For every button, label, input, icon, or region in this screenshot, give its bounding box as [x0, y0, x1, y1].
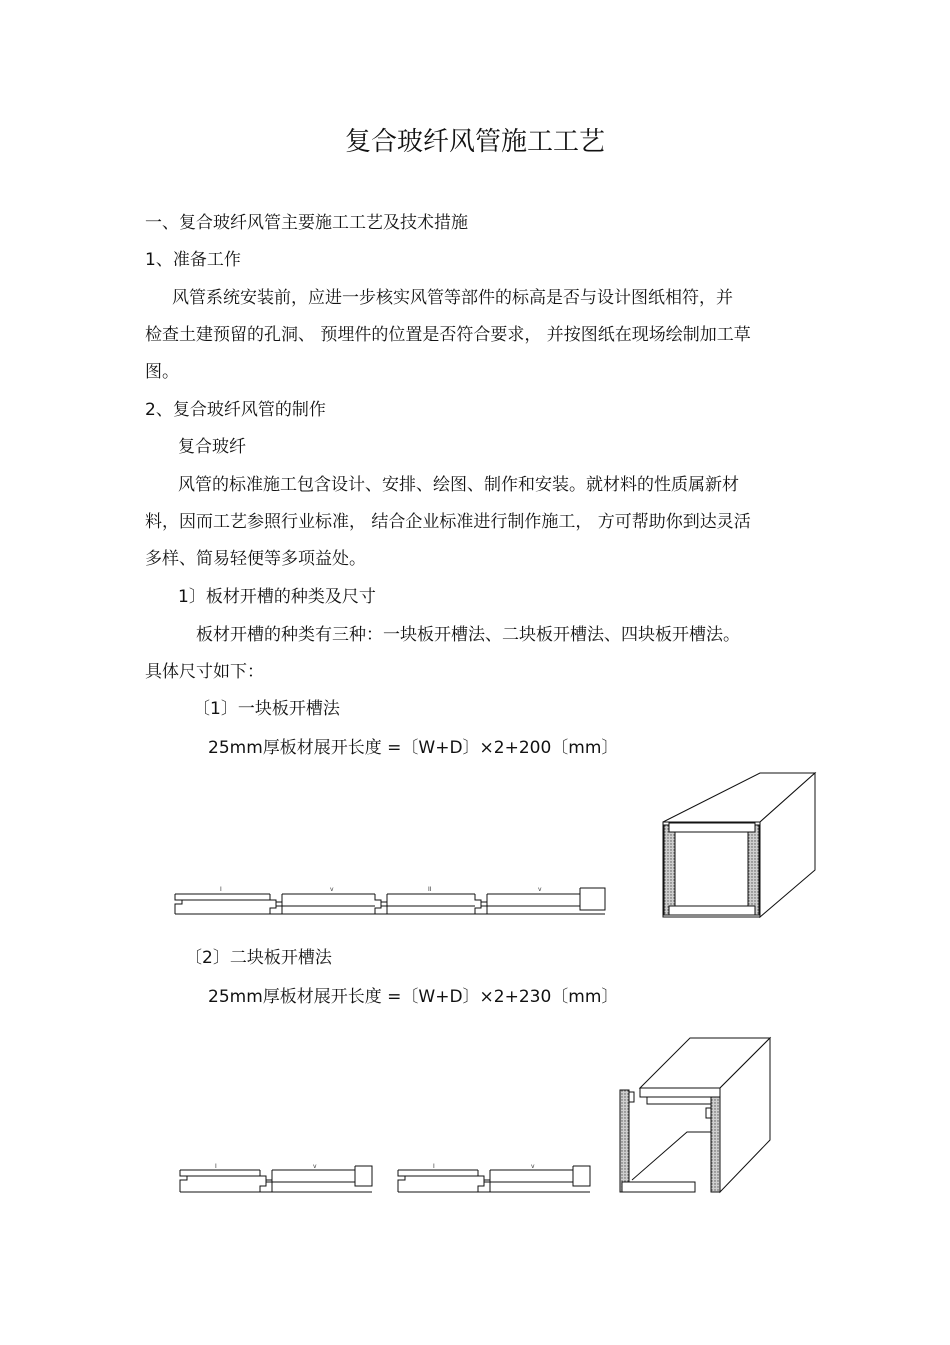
paragraph-line: 料，因而工艺参照行业标准， 结合企业标准进行制作施工， 方可帮助你到达灵活	[145, 512, 751, 532]
two-board-groove-diagram-a	[175, 1158, 375, 1198]
paragraph-line: 风管系统安装前，应进一步核实风管等部件的标高是否与设计图纸相符，并	[172, 288, 733, 308]
subsection-heading-fabrication: 2、复合玻纤风管的制作	[145, 400, 326, 420]
formula-one-board: 25mm厚板材展开长度 =〔W+D〕×2+200〔mm〕	[208, 738, 619, 758]
one-board-duct-isometric	[655, 765, 825, 925]
strip-label: I	[215, 1163, 217, 1170]
paragraph-line: 检查土建预留的孔洞、 预埋件的位置是否符合要求， 并按图纸在现场绘制加工草	[145, 325, 751, 345]
method-heading-one-board: 〔1〕一块板开槽法	[193, 699, 340, 719]
method-heading-two-board: 〔2〕二块板开槽法	[185, 948, 332, 968]
page-title: 复合玻纤风管施工工艺	[344, 127, 605, 157]
strip-label: I	[433, 1163, 435, 1170]
one-board-groove-diagram	[170, 880, 610, 920]
strip-label: II	[428, 886, 432, 893]
strip-label: v	[313, 1163, 317, 1170]
strip-label: v	[531, 1163, 535, 1170]
paragraph-line: 风管的标准施工包含设计、安排、绘图、制作和安装。就材料的性质属新材	[178, 475, 739, 495]
strip-label: v	[330, 886, 334, 893]
strip-label: I	[220, 886, 222, 893]
two-board-duct-isometric	[612, 1030, 782, 1202]
strip-label: v	[538, 886, 542, 893]
item-heading: 1〕板材开槽的种类及尺寸	[178, 587, 376, 607]
paragraph-line: 具体尺寸如下：	[145, 662, 264, 682]
paragraph-line: 复合玻纤	[178, 437, 246, 457]
formula-two-board: 25mm厚板材展开长度 =〔W+D〕×2+230〔mm〕	[208, 987, 619, 1007]
section-heading: 一、复合玻纤风管主要施工工艺及技术措施	[145, 213, 468, 233]
paragraph-line: 多样、简易轻便等多项益处。	[145, 549, 366, 569]
two-board-groove-diagram-b	[393, 1158, 593, 1198]
paragraph-line: 板材开槽的种类有三种：一块板开槽法、二块板开槽法、四块板开槽法。	[196, 625, 740, 645]
paragraph-line: 图。	[145, 362, 179, 382]
subsection-heading-preparation: 1、准备工作	[145, 250, 241, 270]
